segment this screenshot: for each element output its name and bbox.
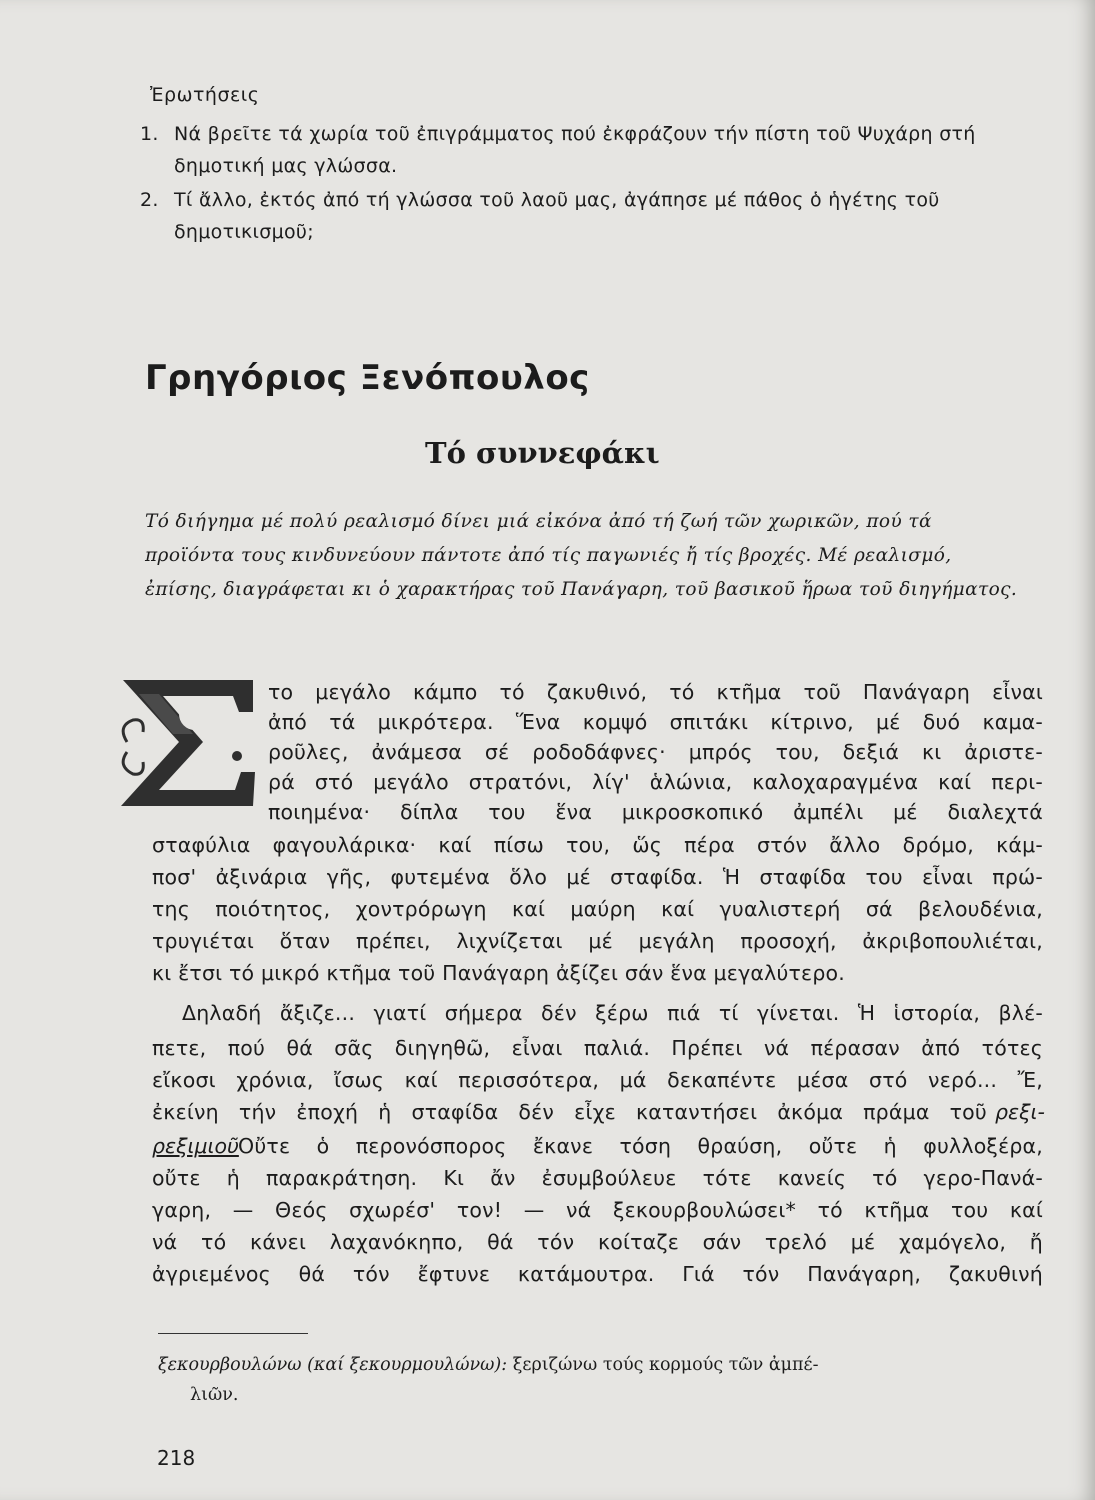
- body-line-italic-word: ρεξι-: [995, 1100, 1045, 1124]
- body-line-italic-word: ρεξιμιοῦ: [152, 1134, 239, 1158]
- body-line: ἀγριεμένος θά τόν ἔφτυνε κατάμουτρα. Γιά τόν Πανάγαρη, ζακυθινή: [152, 1262, 1043, 1286]
- body-line: τρυγιέται ὅταν πρέπει, λιχνίζεται μέ μεγάλη προσοχή, ἀκριβοπουλιέται,: [152, 929, 1043, 953]
- footnote-definition: ξεριζώνω τούς κορμούς τῶν ἀμπέ-: [512, 1355, 819, 1375]
- body-line: της ποιότητος, χοντρόρωγη καί μαύρη καί γυαλιστερή σά βελουδένια,: [152, 897, 1043, 921]
- question-text: Νά βρεῖτε τά χωρία τοῦ ἐπιγράμματος πού ἐκφράζουν τήν πίστη τοῦ Ψυχάρη στή δημοτική μας γλώσσα.: [174, 123, 976, 177]
- body-line: εἴκοσι χρόνια, ἴσως καί περισσότερα, μά δεκαπέντε μέσα στό νερό... Ἔ,: [152, 1068, 1043, 1092]
- page-number: 218: [157, 1446, 196, 1470]
- body-line: ποσ' ἀξινάρια γῆς, φυτεμένα ὅλο μέ σταφίδα. Ἡ σταφίδα του εἶναι πρώ-: [152, 865, 1043, 889]
- body-line: οὔτε ἡ παρακράτηση. Κι ἄν ἐσυμβούλευε τότε κανείς τό γερο-Πανά-: [152, 1166, 1043, 1190]
- question-item: [140, 118, 1040, 182]
- story-title: Τό συννεφάκι: [425, 436, 660, 470]
- question-number: 1.: [140, 123, 159, 145]
- body-line: ἀπό τά μικρότερα. Ἕνα κομψό σπιτάκι κίτρινο, μέ δυό καμα-: [268, 710, 1043, 734]
- body-line: το μεγάλο κάμπο τό ζακυθινό, τό κτῆμα τοῦ Πανάγαρη εἶναι: [268, 680, 1043, 704]
- body-line: ἐκείνη τήν ἐποχή ἡ σταφίδα δέν εἶχε καταντήσει ἀκόμα πράμα τοῦ: [152, 1100, 987, 1124]
- body-line: ρά στό μεγάλο στρατόνι, λίγ' ἁλώνια, καλοχαραγμένα καί περι-: [268, 770, 1043, 794]
- dropcap-ornament-icon: [113, 672, 259, 812]
- body-line: κι ἔτσι τό μικρό κτῆμα τοῦ Πανάγαρη ἀξίζει σάν ἕνα μεγαλύτερο.: [152, 961, 846, 985]
- body-line: πετε, πού θά σᾶς διηγηθῶ, εἶναι παλιά. Πρέπει νά πέρασαν ἀπό τότες: [152, 1036, 1043, 1060]
- questions-heading: Ἐρωτήσεις: [150, 84, 260, 106]
- body-line: σταφύλια φαγουλάρικα· καί πίσω του, ὥς πέρα στόν ἄλλο δρόμο, κάμ-: [152, 833, 1043, 857]
- author-name: Γρηγόριος Ξενόπουλος: [145, 358, 590, 398]
- footnote-divider: [158, 1333, 308, 1334]
- footnote-term: ξεκουρβουλώνω (καί ξεκουρμουλώνω):: [158, 1355, 508, 1375]
- question-number: 2.: [140, 189, 159, 211]
- body-line: ροῦλες, ἀνάμεσα σέ ροδοδάφνες· μπρός του, δεξιά κι ἀριστε-: [268, 740, 1043, 764]
- intro-paragraph: Τό διήγημα μέ πολύ ρεαλισμό δίνει μιά εἰκόνα ἀπό τή ζωή τῶν χωρικῶν, πού τά προϊόντα τους κινδυνεύουν πάντοτε ἀπό τίς παγωνιές ἤ τίς βροχές. Μέ ρεαλισμό, ἐπίσης, διαγράφεται κι ὁ χαρακτήρας τοῦ Πανάγαρη, τοῦ βασικοῦ ἥρωα τοῦ διηγήματος.: [145, 511, 1018, 600]
- body-line: γαρη, — Θεός σχωρέσ' τον! — νά ξεκουρβουλώσει* τό κτῆμα του καί: [152, 1198, 1043, 1222]
- body-line: ποιημένα· δίπλα του ἕνα μικροσκοπικό ἀμπέλι μέ διαλεχτά: [268, 800, 1043, 824]
- footnote: [158, 1350, 1028, 1410]
- body-line: νά τό κάνει λαχανόκηπο, θά τόν κοίταζε σάν τρελό μέ χαμόγελο, ἤ: [152, 1230, 1043, 1254]
- question-item: [140, 184, 1040, 248]
- footnote-continuation: λιῶν.: [190, 1385, 239, 1405]
- body-line: Δηλαδή ἄξιζε... γιατί σήμερα δέν ξέρω πιά τί γίνεται. Ἡ ἱστορία, βλέ-: [182, 1001, 1043, 1025]
- question-text: Τί ἄλλο, ἐκτός ἀπό τή γλώσσα τοῦ λαοῦ μας, ἀγάπησε μέ πάθος ὁ ἡγέτης τοῦ δημοτικισμοῦ;: [174, 189, 940, 243]
- body-line: Οὔτε ὁ περονόσπορος ἔκανε τόση θραύση, οὔτε ἡ φυλλοξέρα,: [238, 1134, 1043, 1158]
